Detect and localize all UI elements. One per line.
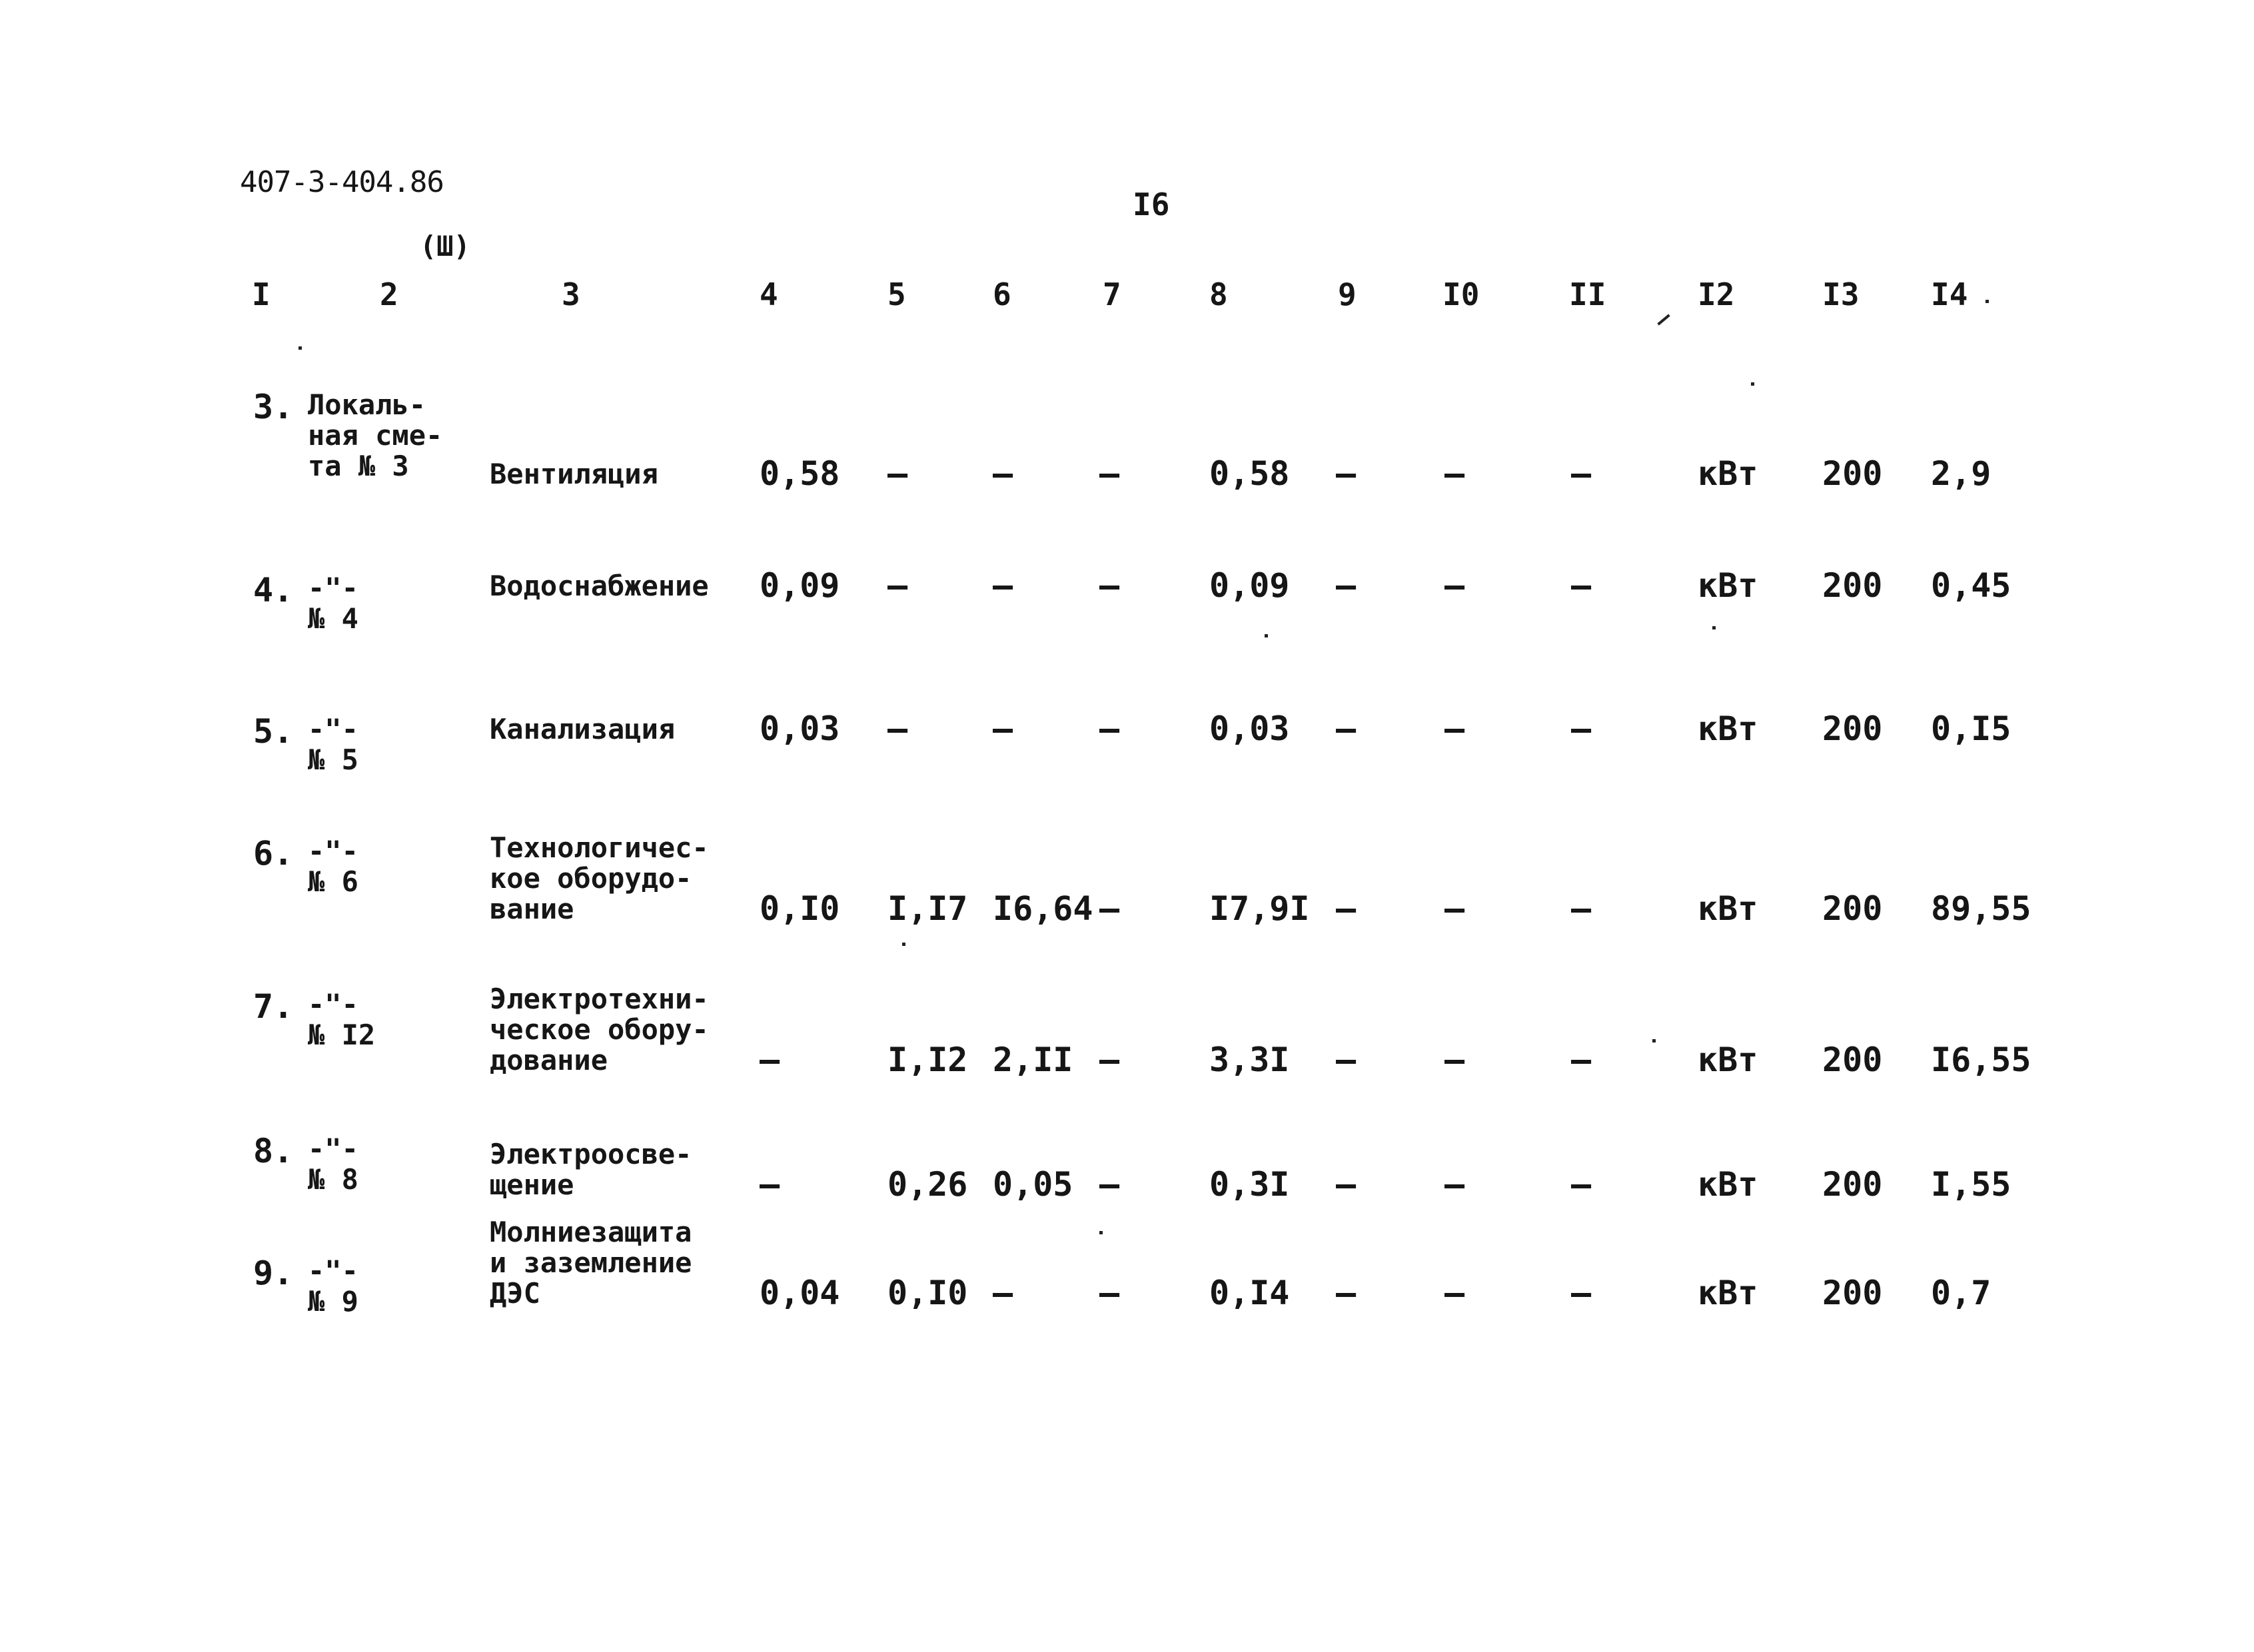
estimate-reference-line: № 4 — [308, 602, 358, 635]
cell-unit: кВт — [1698, 454, 1758, 493]
cell-col4: 0,04 — [760, 1274, 840, 1312]
cell-col9: – — [1336, 709, 1357, 748]
row-number: 8. — [253, 1132, 294, 1170]
cell-col5: – — [887, 454, 908, 493]
cell-col6: – — [993, 709, 1013, 748]
cell-col5: 0,26 — [887, 1165, 968, 1204]
column-header: 8 — [1209, 276, 1228, 312]
estimate-reference — [308, 573, 358, 634]
work-name — [490, 1139, 692, 1200]
cell-col13: 200 — [1822, 1040, 1883, 1079]
cell-col7: – — [1099, 1040, 1120, 1079]
estimate-reference-line: та № 3 — [308, 450, 409, 482]
cell-col9: – — [1336, 1274, 1357, 1312]
cell-col7: – — [1099, 1165, 1120, 1204]
cell-col6: – — [993, 566, 1013, 605]
cell-col5: I,I7 — [887, 889, 968, 928]
column-header: 3 — [562, 276, 580, 312]
cell-col9: – — [1336, 1040, 1357, 1079]
scan-speck — [1099, 1231, 1103, 1234]
cell-col8: 3,3I — [1209, 1040, 1290, 1079]
work-name-line: ДЭС — [490, 1277, 540, 1310]
work-name — [490, 1217, 692, 1309]
cell-col14: 2,9 — [1931, 454, 1991, 493]
cell-col6: 0,05 — [993, 1165, 1073, 1204]
estimate-reference — [308, 836, 358, 897]
column-header: 6 — [993, 276, 1011, 312]
cell-unit: кВт — [1698, 1274, 1758, 1312]
column-header: 2 — [380, 276, 398, 312]
work-name — [490, 571, 709, 602]
estimate-reference-line: № 6 — [308, 865, 358, 898]
cell-col7: – — [1099, 889, 1120, 928]
estimate-reference-line: -"- — [308, 572, 358, 604]
work-name-line: щение — [490, 1168, 574, 1201]
column-header: I0 — [1442, 276, 1480, 312]
cell-col13: 200 — [1822, 1165, 1883, 1204]
row-number: 3. — [253, 388, 294, 426]
cell-col5: 0,I0 — [887, 1274, 968, 1312]
column-header: 4 — [760, 276, 778, 312]
row-number: 5. — [253, 712, 294, 751]
cell-col4: – — [760, 1165, 780, 1204]
estimate-reference — [308, 989, 375, 1050]
work-name-line: Вентиляция — [490, 458, 658, 490]
estimate-reference-line: ная сме- — [308, 419, 443, 452]
column-header: I — [252, 276, 271, 312]
cell-col7: – — [1099, 709, 1120, 748]
cell-col4: – — [760, 1040, 780, 1079]
cell-col10: – — [1444, 709, 1465, 748]
estimate-reference — [308, 1256, 358, 1317]
work-name-line: и заземление — [490, 1246, 692, 1279]
cell-col7: – — [1099, 454, 1120, 493]
column-header: 5 — [887, 276, 906, 312]
cell-unit: кВт — [1698, 1165, 1758, 1204]
scan-speck — [1985, 300, 1989, 303]
scan-speck — [1751, 382, 1754, 386]
cell-col8: 0,I4 — [1209, 1274, 1290, 1312]
work-name-line: Электроосве- — [490, 1138, 692, 1170]
cell-col14: 89,55 — [1931, 889, 2031, 928]
cell-col14: I6,55 — [1931, 1040, 2031, 1079]
work-name — [490, 984, 709, 1076]
cell-col6: – — [993, 454, 1013, 493]
cell-col14: 0,7 — [1931, 1274, 1991, 1312]
cell-col11: – — [1571, 1274, 1592, 1312]
cell-col10: – — [1444, 1040, 1465, 1079]
cell-col10: – — [1444, 889, 1465, 928]
scan-mark — [1657, 314, 1670, 325]
work-name-line: Канализация — [490, 713, 676, 745]
estimate-reference-line: № 5 — [308, 743, 358, 776]
cell-unit: кВт — [1698, 889, 1758, 928]
work-name-line: Водоснабжение — [490, 570, 709, 602]
cell-col13: 200 — [1822, 709, 1883, 748]
scan-speck — [902, 943, 905, 946]
cell-col13: 200 — [1822, 889, 1883, 928]
cell-col11: – — [1571, 566, 1592, 605]
page-number: I6 — [1133, 187, 1170, 222]
cell-col6: – — [993, 1274, 1013, 1312]
row-number: 6. — [253, 834, 294, 873]
cell-col4: 0,I0 — [760, 889, 840, 928]
column-header: 7 — [1103, 276, 1121, 312]
cell-col10: – — [1444, 1165, 1465, 1204]
cell-col5: – — [887, 709, 908, 748]
cell-col6: I6,64 — [993, 889, 1093, 928]
work-name-line: ческое обору- — [490, 1013, 709, 1046]
row-number: 9. — [253, 1254, 294, 1292]
cell-col4: 0,03 — [760, 709, 840, 748]
column-header: I3 — [1822, 276, 1860, 312]
work-name-line: вание — [490, 893, 574, 925]
column-header: II — [1569, 276, 1606, 312]
cell-col11: – — [1571, 1040, 1592, 1079]
cell-col11: – — [1571, 1165, 1592, 1204]
work-name — [490, 833, 709, 925]
scan-speck — [1265, 634, 1268, 637]
scan-speck — [298, 346, 302, 350]
estimate-reference-line: -"- — [308, 1132, 358, 1165]
work-name — [490, 459, 658, 490]
document-code: 407-3-404.86 — [240, 165, 444, 199]
cell-col4: 0,58 — [760, 454, 840, 493]
estimate-reference-line: -"- — [308, 713, 358, 745]
cell-col13: 200 — [1822, 1274, 1883, 1312]
cell-col8: 0,3I — [1209, 1165, 1290, 1204]
estimate-reference — [308, 1134, 358, 1195]
cell-unit: кВт — [1698, 709, 1758, 748]
estimate-reference-line: № 9 — [308, 1285, 358, 1318]
cell-col9: – — [1336, 566, 1357, 605]
cell-col8: 0,03 — [1209, 709, 1290, 748]
cell-col9: – — [1336, 889, 1357, 928]
estimate-reference-line: № I2 — [308, 1019, 376, 1051]
estimate-reference-line: -"- — [308, 835, 358, 867]
cell-col7: – — [1099, 1274, 1120, 1312]
cell-col13: 200 — [1822, 566, 1883, 605]
work-name-line: кое оборудо- — [490, 862, 692, 895]
cell-col13: 200 — [1822, 454, 1883, 493]
work-name-line: Молниезащита — [490, 1216, 692, 1248]
scan-speck — [1712, 626, 1716, 629]
cell-col14: I,55 — [1931, 1165, 2011, 1204]
column-header: 9 — [1338, 276, 1357, 312]
cell-col5: I,I2 — [887, 1040, 968, 1079]
row-number: 7. — [253, 987, 294, 1026]
estimate-reference-line: № 8 — [308, 1163, 358, 1196]
estimate-reference-line: -"- — [308, 1254, 358, 1287]
work-name — [490, 714, 675, 745]
cell-col7: – — [1099, 566, 1120, 605]
cell-col8: 0,09 — [1209, 566, 1290, 605]
scan-speck — [1652, 1039, 1656, 1042]
cell-col8: 0,58 — [1209, 454, 1290, 493]
cell-col9: – — [1336, 454, 1357, 493]
estimate-reference — [308, 714, 358, 775]
cell-col8: I7,9I — [1209, 889, 1310, 928]
row-number: 4. — [253, 571, 294, 610]
cell-col4: 0,09 — [760, 566, 840, 605]
cell-col5: – — [887, 566, 908, 605]
cell-col14: 0,I5 — [1931, 709, 2011, 748]
cell-col11: – — [1571, 709, 1592, 748]
column-header: I2 — [1698, 276, 1735, 312]
cell-unit: кВт — [1698, 566, 1758, 605]
cell-col6: 2,II — [993, 1040, 1073, 1079]
work-name-line: дование — [490, 1044, 608, 1076]
cell-col9: – — [1336, 1165, 1357, 1204]
estimate-reference — [308, 390, 442, 482]
estimate-reference-line: -"- — [308, 988, 358, 1021]
cell-unit: кВт — [1698, 1040, 1758, 1079]
cell-col11: – — [1571, 454, 1592, 493]
column-header: I4 — [1931, 276, 1968, 312]
estimate-reference-line: Локаль- — [308, 388, 426, 421]
cell-col10: – — [1444, 566, 1465, 605]
sheet-mark: (Ш) — [420, 230, 470, 262]
cell-col10: – — [1444, 454, 1465, 493]
cell-col14: 0,45 — [1931, 566, 2011, 605]
cell-col10: – — [1444, 1274, 1465, 1312]
work-name-line: Электротехни- — [490, 983, 709, 1015]
work-name-line: Технологичес- — [490, 831, 709, 864]
cell-col11: – — [1571, 889, 1592, 928]
